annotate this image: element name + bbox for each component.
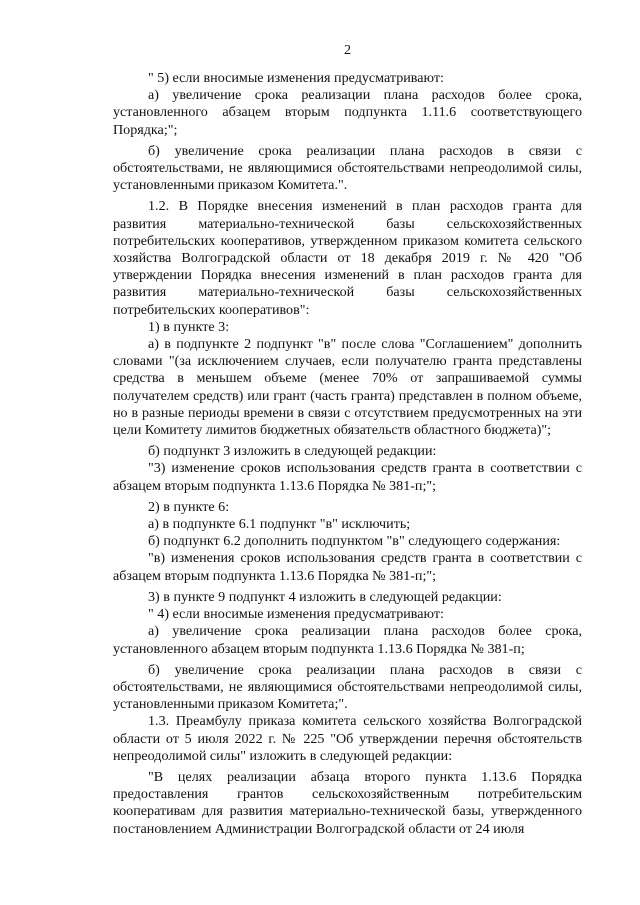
paragraph: "в) изменения сроков использования средств гранта в соответствии с абзацем вторым подпункта 1.13.6 Порядка № 381-п;"; [113, 550, 582, 584]
paragraph: б) увеличение срока реализации плана расходов в связи с обстоятельствами, не являющимися обстоятельствами непреодолимой силы, установленными приказом Комитета.". [113, 142, 582, 194]
paragraph: а) в подпункте 2 подпункт "в" после слова "Соглашением" дополнить словами "(за исключением случаев, если получателю гранта представлены средства в меньшем объеме (менее 70% от запрашиваемой суммы получателем средств) или грант (часть гранта) представлен в полном объеме, но в разные периоды времени в связи с отсутствием предусмотренных на эти цели Комитету лимитов бюджетных обязательств областного бюджета)"; [113, 336, 582, 439]
paragraph: 1.3. Преамбулу приказа комитета сельского хозяйства Волгоградской области от 5 июля 2022 г. № 225 "Об утверждении перечня обстоятельств непреодолимой силы" изложить в следующей редакции: [113, 713, 582, 764]
paragraph: а) увеличение срока реализации плана расходов более срока, установленного абзацем вторым подпункта 1.11.6 соответствующего Порядка;"; [113, 87, 582, 138]
paragraph: б) подпункт 3 изложить в следующей редакции: [148, 443, 437, 460]
paragraph: "3) изменение сроков использования средств гранта в соответствии с абзацем вторым подпункта 1.13.6 Порядка № 381-п;"; [113, 460, 582, 494]
paragraph: " 5) если вносимые изменения предусматривают: [148, 70, 444, 86]
paragraph: "В целях реализации абзаца второго пункта 1.13.6 Порядка предоставления грантов сельскохозяйственным потребительским кооперативам для развития материально-технической базы, утвержденного постановлением Администрации Волгоградской области от 24 июля [113, 768, 582, 837]
paragraph: а) в подпункте 6.1 подпункт "в" исключить; [148, 516, 411, 533]
page-number: 2 [343, 42, 352, 58]
paragraph: 1.2. В Порядке внесения изменений в план расходов гранта для развития материально-технической базы сельскохозяйственных потребительских кооперативов, утвержденном приказом комитета сельского хозяйства Волгоградской области от 18 декабря 2019 г. № 420 "Об утверждении Порядка внесения изменений в план расходов гранта для развития материально-технической базы сельскохозяйственных потребительских кооперативов": [113, 198, 582, 318]
paragraph: 3) в пункте 9 подпункт 4 изложить в следующей редакции: [148, 588, 502, 605]
paragraph: 2) в пункте 6: [148, 498, 230, 515]
paragraph: 1) в пункте 3: [148, 318, 230, 335]
paragraph: " 4) если вносимые изменения предусматривают: [148, 606, 444, 623]
paragraph: а) увеличение срока реализации плана расходов более срока, установленного абзацем вторым подпункта 1.13.6 Порядка № 381-п; [113, 623, 582, 657]
paragraph: б) увеличение срока реализации плана расходов в связи с обстоятельствами, не являющимися обстоятельствами непреодолимой силы, установленными приказом Комитета;". [113, 661, 582, 713]
paragraph: б) подпункт 6.2 дополнить подпунктом "в" следующего содержания: [148, 533, 561, 550]
